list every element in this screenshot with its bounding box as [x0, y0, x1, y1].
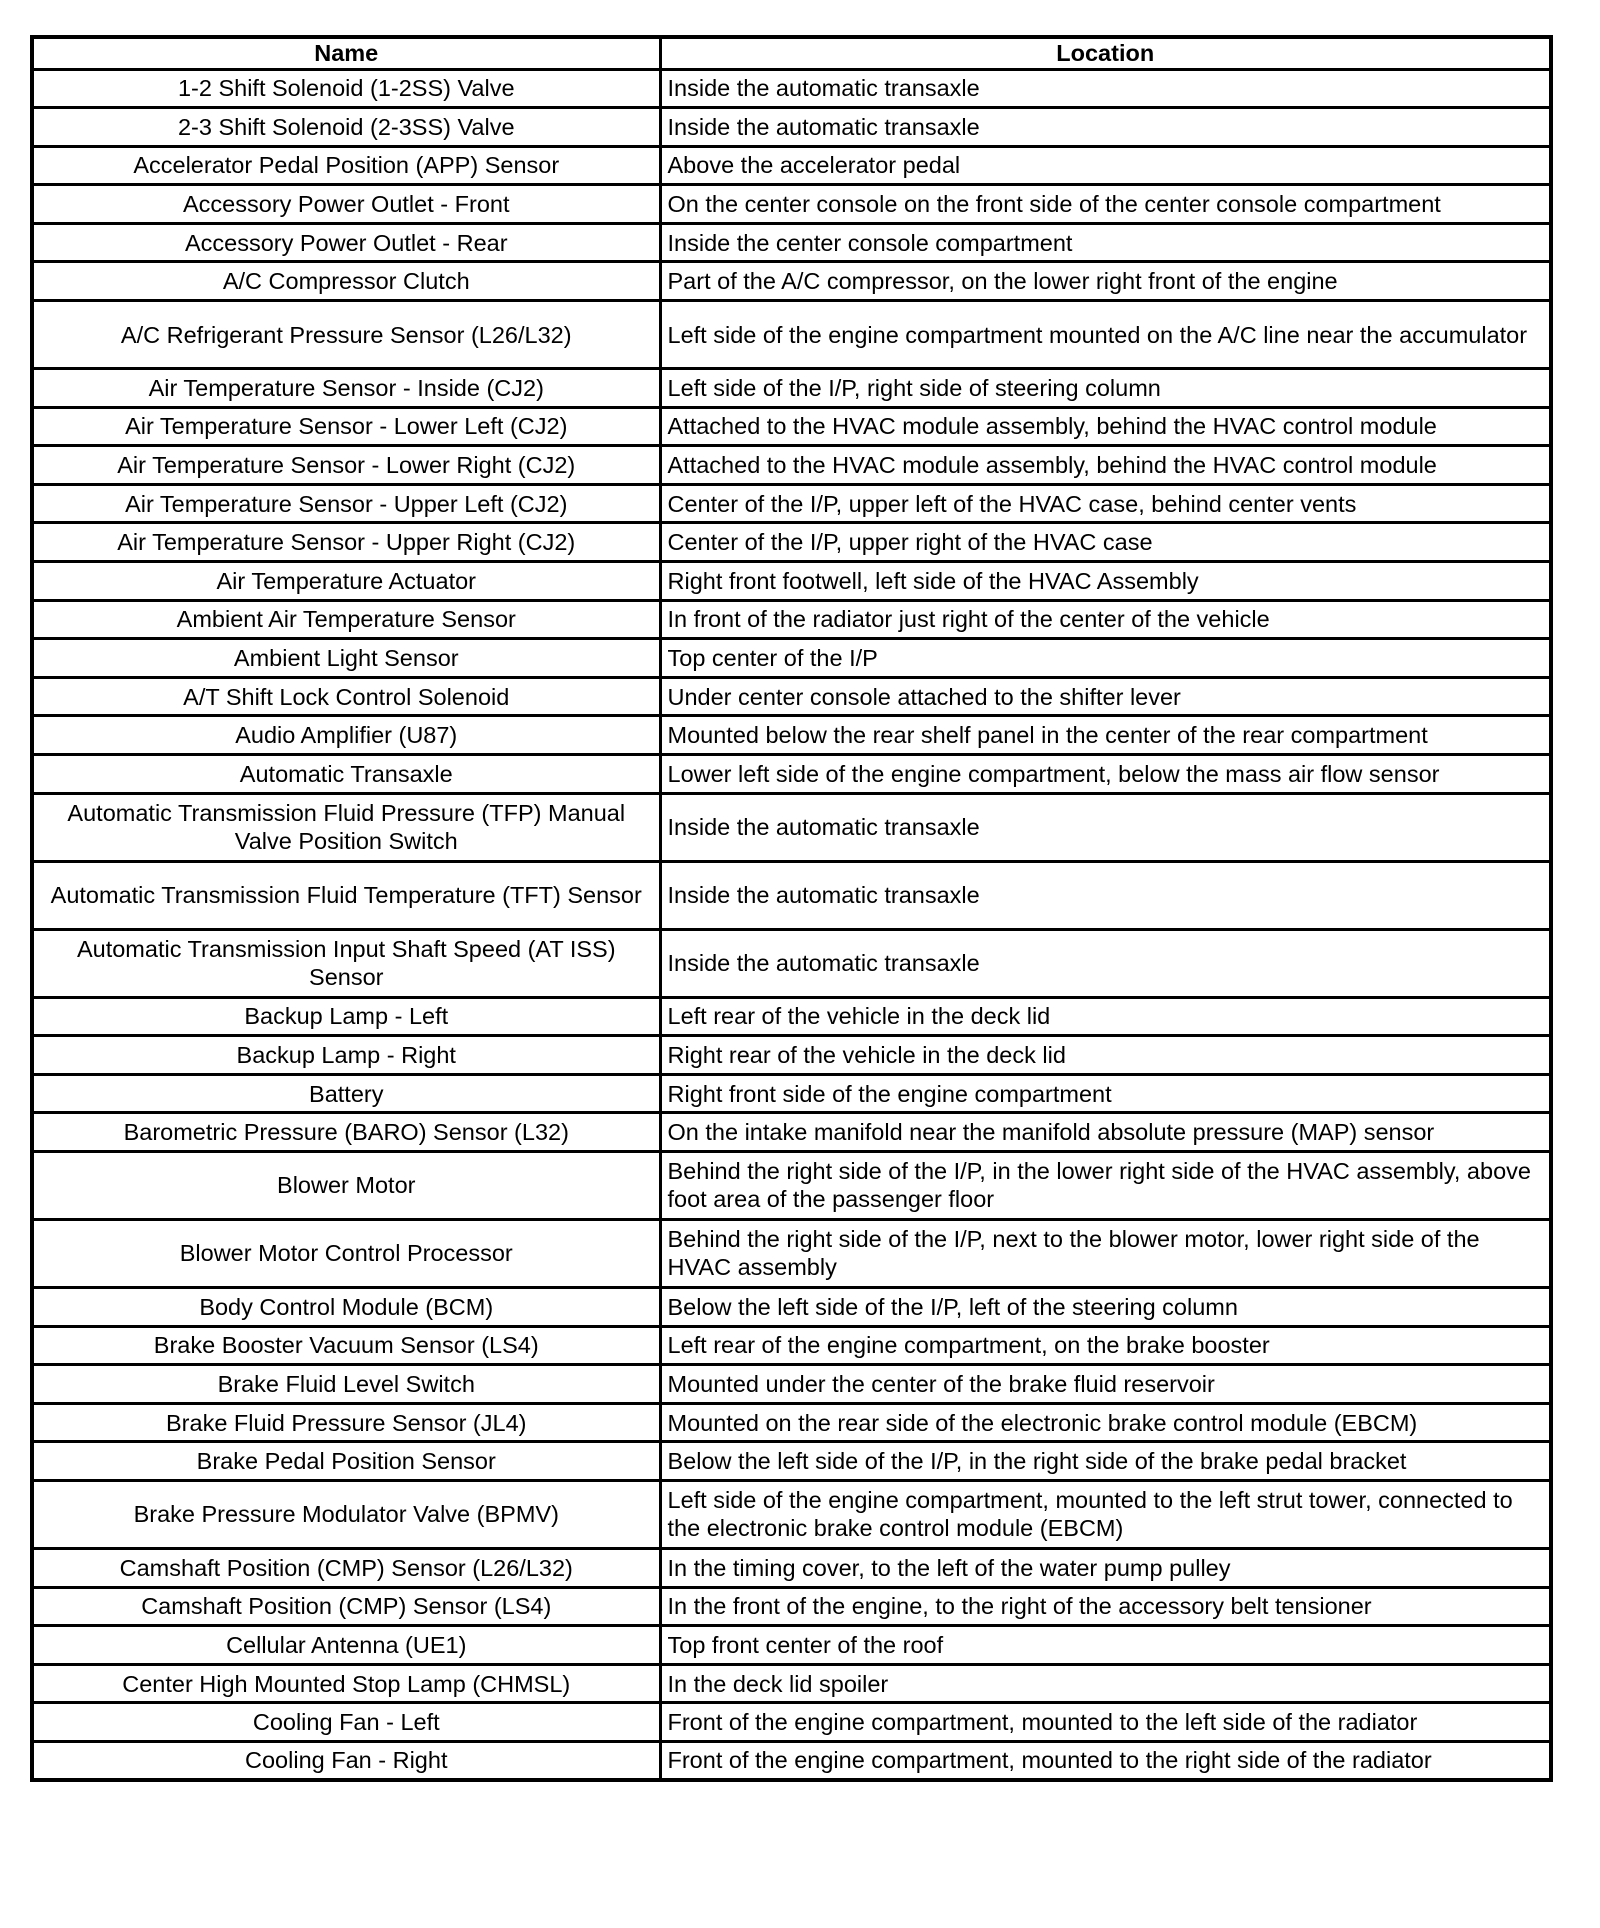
table-row — [32, 929, 1551, 997]
table-row — [32, 523, 1551, 562]
component-name-cell: 1-2 Shift Solenoid (1-2SS) Valve — [32, 69, 660, 108]
component-location-cell: Front of the engine compartment, mounted to the right side of the radiator — [660, 1741, 1551, 1780]
table-row — [32, 1587, 1551, 1626]
component-location-cell: In the front of the engine, to the right of the accessory belt tensioner — [660, 1587, 1551, 1626]
component-location-cell: Mounted on the rear side of the electronic brake control module (EBCM) — [660, 1403, 1551, 1442]
table-row — [32, 484, 1551, 523]
component-name-cell: Camshaft Position (CMP) Sensor (LS4) — [32, 1587, 660, 1626]
table-row — [32, 639, 1551, 678]
component-location-cell: On the center console on the front side of the center console compartment — [660, 185, 1551, 224]
component-name-cell: Accelerator Pedal Position (APP) Sensor — [32, 146, 660, 185]
component-location-cell: On the intake manifold near the manifold absolute pressure (MAP) sensor — [660, 1113, 1551, 1152]
component-location-cell: Inside the automatic transaxle — [660, 861, 1551, 929]
component-location-cell: Inside the automatic transaxle — [660, 108, 1551, 147]
component-location-cell: Behind the right side of the I/P, next to the blower motor, lower right side of the HVAC assembly — [660, 1219, 1551, 1287]
table-body — [32, 69, 1551, 1780]
component-name-cell: Backup Lamp - Right — [32, 1036, 660, 1075]
component-location-cell: In the timing cover, to the left of the water pump pulley — [660, 1548, 1551, 1587]
table-row — [32, 861, 1551, 929]
component-location-cell: Lower left side of the engine compartment, below the mass air flow sensor — [660, 755, 1551, 794]
table-row — [32, 223, 1551, 262]
component-location-cell: Mounted below the rear shelf panel in the center of the rear compartment — [660, 716, 1551, 755]
component-location-cell: Below the left side of the I/P, left of the steering column — [660, 1287, 1551, 1326]
component-location-cell: Right front side of the engine compartment — [660, 1074, 1551, 1113]
component-location-cell: Attached to the HVAC module assembly, behind the HVAC control module — [660, 446, 1551, 485]
component-name-cell: 2-3 Shift Solenoid (2-3SS) Valve — [32, 108, 660, 147]
component-name-cell: Cooling Fan - Left — [32, 1703, 660, 1742]
table-row — [32, 262, 1551, 301]
table-row — [32, 997, 1551, 1036]
component-location-cell: Mounted under the center of the brake fluid reservoir — [660, 1365, 1551, 1404]
table-row — [32, 446, 1551, 485]
component-location-cell: Inside the automatic transaxle — [660, 929, 1551, 997]
table-row — [32, 1626, 1551, 1665]
table-row — [32, 1151, 1551, 1219]
component-name-cell: Air Temperature Sensor - Inside (CJ2) — [32, 369, 660, 408]
component-location-cell: Top center of the I/P — [660, 639, 1551, 678]
name-column-header: Name — [32, 37, 660, 69]
component-location-cell: Left side of the engine compartment, mounted to the left strut tower, connected to the electronic brake control module (EBCM) — [660, 1480, 1551, 1548]
component-location-cell: In the deck lid spoiler — [660, 1664, 1551, 1703]
table-row — [32, 69, 1551, 108]
component-name-cell: Air Temperature Sensor - Upper Right (CJ2) — [32, 523, 660, 562]
table-row — [32, 407, 1551, 446]
component-name-cell: Accessory Power Outlet - Front — [32, 185, 660, 224]
component-name-cell: Ambient Air Temperature Sensor — [32, 600, 660, 639]
component-name-cell: Blower Motor Control Processor — [32, 1219, 660, 1287]
table-row — [32, 1219, 1551, 1287]
component-location-cell: Left rear of the vehicle in the deck lid — [660, 997, 1551, 1036]
component-name-cell: Camshaft Position (CMP) Sensor (L26/L32) — [32, 1548, 660, 1587]
table-row — [32, 1664, 1551, 1703]
table-row — [32, 1326, 1551, 1365]
component-name-cell: Backup Lamp - Left — [32, 997, 660, 1036]
component-name-cell: A/T Shift Lock Control Solenoid — [32, 677, 660, 716]
component-location-cell: Attached to the HVAC module assembly, behind the HVAC control module — [660, 407, 1551, 446]
location-column-header: Location — [660, 37, 1551, 69]
component-name-cell: Brake Booster Vacuum Sensor (LS4) — [32, 1326, 660, 1365]
component-location-cell: Above the accelerator pedal — [660, 146, 1551, 185]
table-row — [32, 1287, 1551, 1326]
table-row — [32, 600, 1551, 639]
table-row — [32, 1480, 1551, 1548]
component-location-cell: Part of the A/C compressor, on the lower right front of the engine — [660, 262, 1551, 301]
component-location-cell: Left rear of the engine compartment, on the brake booster — [660, 1326, 1551, 1365]
table-row — [32, 1741, 1551, 1780]
component-location-cell: In front of the radiator just right of the center of the vehicle — [660, 600, 1551, 639]
table-row — [32, 677, 1551, 716]
table-header-row — [32, 37, 1551, 69]
table-row — [32, 108, 1551, 147]
component-name-cell: Blower Motor — [32, 1151, 660, 1219]
component-name-cell: Cellular Antenna (UE1) — [32, 1626, 660, 1665]
component-name-cell: Cooling Fan - Right — [32, 1741, 660, 1780]
component-name-cell: Automatic Transaxle — [32, 755, 660, 794]
table-row — [32, 369, 1551, 408]
component-name-cell: Accessory Power Outlet - Rear — [32, 223, 660, 262]
component-location-cell: Front of the engine compartment, mounted to the left side of the radiator — [660, 1703, 1551, 1742]
component-name-cell: A/C Compressor Clutch — [32, 262, 660, 301]
component-location-table — [30, 35, 1553, 1782]
table-row — [32, 755, 1551, 794]
component-name-cell: A/C Refrigerant Pressure Sensor (L26/L32) — [32, 301, 660, 369]
component-name-cell: Brake Fluid Level Switch — [32, 1365, 660, 1404]
component-location-cell: Behind the right side of the I/P, in the lower right side of the HVAC assembly, above foot area of the passenger floor — [660, 1151, 1551, 1219]
table-row — [32, 185, 1551, 224]
table-row — [32, 146, 1551, 185]
component-location-cell: Below the left side of the I/P, in the right side of the brake pedal bracket — [660, 1442, 1551, 1481]
component-name-cell: Air Temperature Sensor - Lower Left (CJ2) — [32, 407, 660, 446]
component-name-cell: Air Temperature Sensor - Upper Left (CJ2) — [32, 484, 660, 523]
component-location-cell: Center of the I/P, upper left of the HVAC case, behind center vents — [660, 484, 1551, 523]
component-location-cell: Inside the center console compartment — [660, 223, 1551, 262]
component-name-cell: Body Control Module (BCM) — [32, 1287, 660, 1326]
component-name-cell: Automatic Transmission Fluid Pressure (TFP) Manual Valve Position Switch — [32, 793, 660, 861]
table-row — [32, 1074, 1551, 1113]
component-location-cell: Inside the automatic transaxle — [660, 793, 1551, 861]
component-name-cell: Brake Fluid Pressure Sensor (JL4) — [32, 1403, 660, 1442]
table-row — [32, 716, 1551, 755]
component-name-cell: Battery — [32, 1074, 660, 1113]
table-row — [32, 793, 1551, 861]
table-row — [32, 1036, 1551, 1075]
component-name-cell: Automatic Transmission Fluid Temperature (TFT) Sensor — [32, 861, 660, 929]
component-name-cell: Brake Pedal Position Sensor — [32, 1442, 660, 1481]
table-row — [32, 1548, 1551, 1587]
component-location-cell: Top front center of the roof — [660, 1626, 1551, 1665]
table-row — [32, 1442, 1551, 1481]
component-name-cell: Audio Amplifier (U87) — [32, 716, 660, 755]
component-name-cell: Brake Pressure Modulator Valve (BPMV) — [32, 1480, 660, 1548]
table-row — [32, 1365, 1551, 1404]
component-location-cell: Center of the I/P, upper right of the HVAC case — [660, 523, 1551, 562]
component-location-cell: Under center console attached to the shifter lever — [660, 677, 1551, 716]
component-location-cell: Left side of the engine compartment mounted on the A/C line near the accumulator — [660, 301, 1551, 369]
table-row — [32, 1703, 1551, 1742]
component-name-cell: Air Temperature Actuator — [32, 562, 660, 601]
component-name-cell: Automatic Transmission Input Shaft Speed (AT ISS) Sensor — [32, 929, 660, 997]
table-row — [32, 1403, 1551, 1442]
component-name-cell: Ambient Light Sensor — [32, 639, 660, 678]
component-location-cell: Inside the automatic transaxle — [660, 69, 1551, 108]
table-row — [32, 562, 1551, 601]
component-name-cell: Air Temperature Sensor - Lower Right (CJ2) — [32, 446, 660, 485]
component-name-cell: Center High Mounted Stop Lamp (CHMSL) — [32, 1664, 660, 1703]
component-location-cell: Right rear of the vehicle in the deck lid — [660, 1036, 1551, 1075]
component-location-cell: Left side of the I/P, right side of steering column — [660, 369, 1551, 408]
component-location-cell: Right front footwell, left side of the HVAC Assembly — [660, 562, 1551, 601]
table-row — [32, 301, 1551, 369]
component-name-cell: Barometric Pressure (BARO) Sensor (L32) — [32, 1113, 660, 1152]
table-row — [32, 1113, 1551, 1152]
